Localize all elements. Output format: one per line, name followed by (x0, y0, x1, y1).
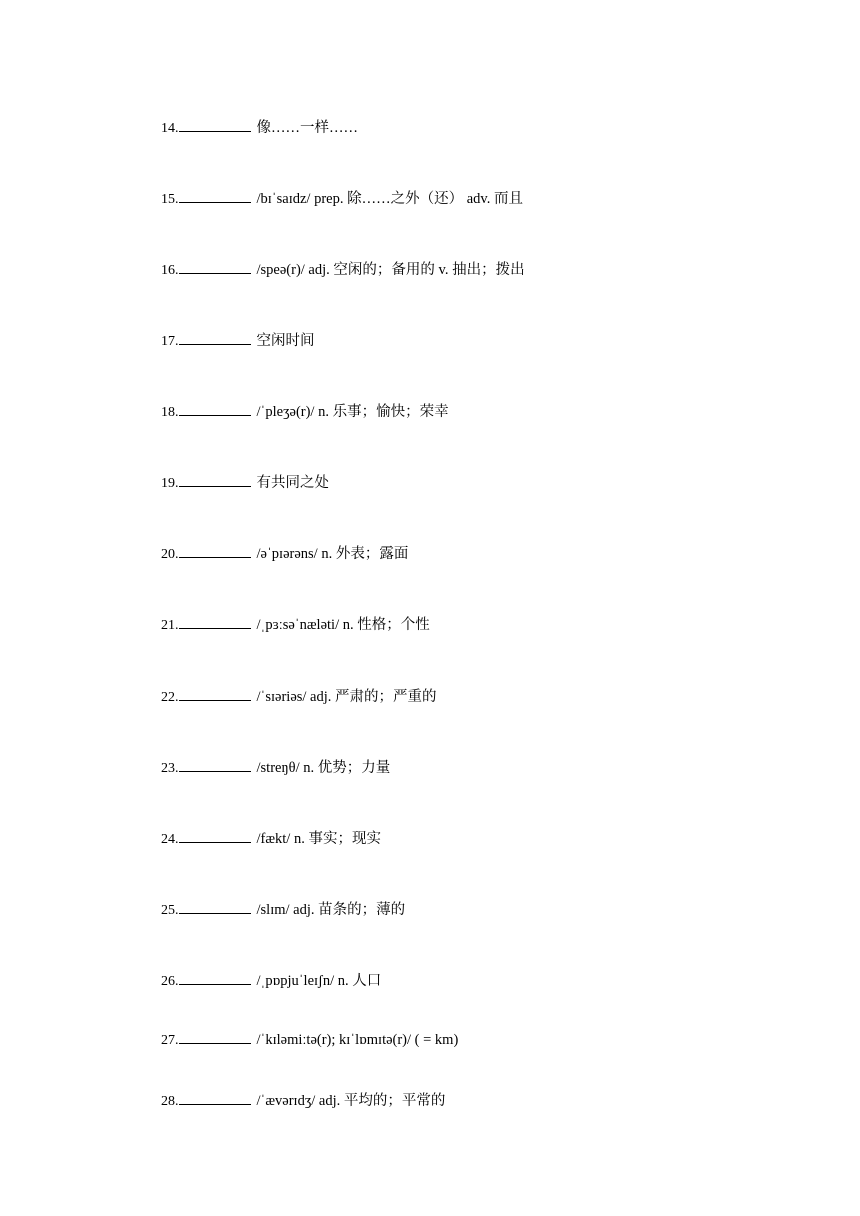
answer-blank[interactable] (179, 188, 251, 203)
item-text: /əˈpɪərəns/ n. 外表；露面 (256, 546, 409, 562)
item-text: /speə(r)/ adj. 空闲的；备用的 v. 抽出；拨出 (256, 262, 525, 278)
answer-blank[interactable] (179, 1090, 251, 1105)
item-number: 26. (161, 974, 179, 989)
item-number: 21. (161, 618, 179, 633)
answer-blank[interactable] (179, 117, 251, 132)
vocab-item (161, 614, 430, 636)
item-number: 24. (161, 832, 179, 847)
answer-blank[interactable] (179, 899, 251, 914)
item-text: 像……一样…… (256, 120, 358, 136)
vocab-item (161, 686, 437, 708)
vocab-item (161, 828, 381, 850)
vocab-item (161, 1029, 458, 1051)
item-number: 27. (161, 1033, 179, 1048)
answer-blank[interactable] (179, 828, 251, 843)
item-number: 15. (161, 192, 179, 207)
vocab-item (161, 970, 381, 992)
answer-blank[interactable] (179, 543, 251, 558)
item-number: 19. (161, 476, 179, 491)
item-text: /ˈsɪəriəs/ adj. 严肃的；严重的 (256, 689, 437, 705)
vocab-item (161, 899, 405, 921)
item-text: /ˈævərɪdʒ/ adj. 平均的；平常的 (256, 1093, 446, 1109)
item-text: 有共同之处 (256, 475, 329, 491)
vocab-item (161, 543, 408, 565)
item-number: 17. (161, 334, 179, 349)
answer-blank[interactable] (179, 259, 251, 274)
item-text: /slɪm/ adj. 苗条的；薄的 (256, 902, 406, 918)
item-text: /streŋθ/ n. 优势；力量 (256, 760, 391, 776)
item-text: /ˈpleʒə(r)/ n. 乐事；愉快；荣幸 (256, 404, 449, 420)
item-text: 空闲时间 (256, 333, 315, 349)
answer-blank[interactable] (179, 686, 251, 701)
answer-blank[interactable] (179, 1029, 251, 1044)
item-text: /ˌpɜːsəˈnæləti/ n. 性格；个性 (256, 617, 430, 633)
item-text: /ˌpɒpjuˈleɪʃn/ n. 人口 (256, 973, 382, 989)
item-number: 20. (161, 547, 179, 562)
vocab-item (161, 117, 358, 139)
vocab-item (161, 330, 315, 352)
answer-blank[interactable] (179, 614, 251, 629)
answer-blank[interactable] (179, 970, 251, 985)
vocab-item (161, 472, 329, 494)
item-number: 18. (161, 405, 179, 420)
item-number: 14. (161, 121, 179, 136)
vocab-item (161, 401, 449, 423)
answer-blank[interactable] (179, 757, 251, 772)
vocab-item (161, 757, 390, 779)
item-number: 23. (161, 761, 179, 776)
item-text: /ˈkɪləmiːtə(r); kɪˈlɒmɪtə(r)/ ( = km) (256, 1032, 459, 1048)
item-number: 22. (161, 690, 179, 705)
item-number: 25. (161, 903, 179, 918)
item-text: /fækt/ n. 事实；现实 (256, 831, 381, 847)
item-number: 16. (161, 263, 179, 278)
vocab-item (161, 259, 525, 281)
vocab-item (161, 1090, 445, 1112)
answer-blank[interactable] (179, 472, 251, 487)
item-number: 28. (161, 1094, 179, 1109)
vocab-item (161, 188, 523, 210)
answer-blank[interactable] (179, 330, 251, 345)
item-text: /bɪˈsaɪdz/ prep. 除……之外（还） adv. 而且 (256, 191, 523, 207)
answer-blank[interactable] (179, 401, 251, 416)
